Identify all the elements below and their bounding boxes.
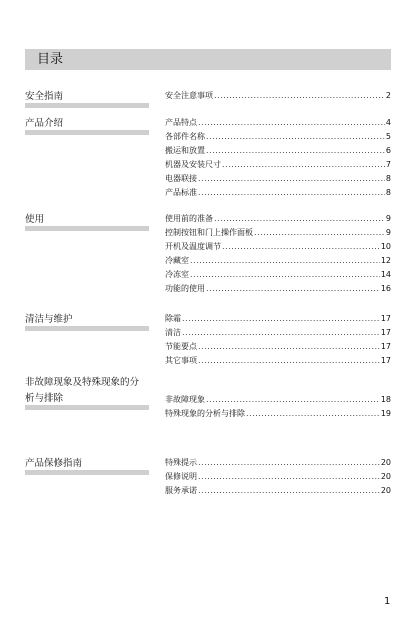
entry-list <box>165 393 391 421</box>
entry-title: 控制按钮和门上操作面板 <box>165 228 253 237</box>
entry-page: 8 <box>385 174 391 183</box>
entry-title: 产品特点 <box>165 118 197 127</box>
entry-page: 8 <box>385 188 391 197</box>
toc-entry[interactable] <box>165 268 391 282</box>
toc-entry[interactable] <box>165 407 391 421</box>
entry-list <box>165 456 391 498</box>
entry-page: 17 <box>380 342 391 351</box>
toc-entry[interactable] <box>165 172 391 186</box>
dot-leader <box>222 240 380 254</box>
entry-title: 节能要点 <box>165 342 197 351</box>
toc-entry[interactable] <box>165 326 391 340</box>
dot-leader <box>206 282 380 296</box>
entry-page: 4 <box>385 118 391 127</box>
entry-title: 产品标准 <box>165 188 197 197</box>
dot-leader <box>206 393 380 407</box>
toc-entry[interactable] <box>165 130 391 144</box>
toc-entry[interactable] <box>165 340 391 354</box>
entry-page: 20 <box>380 486 391 495</box>
toc-entry[interactable] <box>165 484 391 498</box>
entry-title: 保修说明 <box>165 472 197 481</box>
entry-title: 非故障现象 <box>165 395 205 404</box>
section-heading <box>25 375 149 410</box>
dot-leader <box>190 254 380 268</box>
toc-entry[interactable] <box>165 116 391 130</box>
entry-title: 搬运和放置 <box>165 146 205 155</box>
entry-page: 16 <box>380 284 391 293</box>
entry-page: 10 <box>380 242 391 251</box>
toc-entry[interactable] <box>165 354 391 368</box>
entry-page: 17 <box>380 356 391 365</box>
section-heading-line1: 非故障现象及特殊现象的分 <box>25 377 140 388</box>
dot-leader <box>182 326 380 340</box>
entry-page: 18 <box>380 395 391 404</box>
entry-page: 6 <box>385 146 391 155</box>
entry-title: 使用前的准备 <box>165 214 213 223</box>
entry-title: 机器及安装尺寸 <box>165 160 221 169</box>
entry-page: 12 <box>380 256 391 265</box>
entry-page: 2 <box>385 91 391 100</box>
entry-title: 电器联接 <box>165 174 197 183</box>
dot-leader <box>182 312 380 326</box>
toc-title-bar <box>25 49 391 70</box>
entry-page: 19 <box>380 409 391 418</box>
toc-entry[interactable] <box>165 186 391 200</box>
dot-leader <box>198 470 380 484</box>
dot-leader <box>246 407 380 421</box>
section-heading: 使用 <box>25 212 149 231</box>
entry-title: 服务承诺 <box>165 486 197 495</box>
toc-entry[interactable] <box>165 456 391 470</box>
toc-entry[interactable] <box>165 470 391 484</box>
section-heading-line2: 析与排除 <box>25 391 149 410</box>
entry-list <box>165 312 391 368</box>
section-heading: 产品保修指南 <box>25 456 149 475</box>
dot-leader <box>222 158 385 172</box>
dot-leader <box>214 89 385 103</box>
toc-entry[interactable] <box>165 312 391 326</box>
toc-entry[interactable] <box>165 282 391 296</box>
entry-title: 清洁 <box>165 328 181 337</box>
dot-leader <box>206 130 385 144</box>
toc-entry[interactable] <box>165 254 391 268</box>
toc-entry[interactable] <box>165 212 391 226</box>
entry-page: 17 <box>380 328 391 337</box>
entry-page: 20 <box>380 458 391 467</box>
dot-leader <box>198 116 385 130</box>
entry-title: 各部件名称 <box>165 132 205 141</box>
dot-leader <box>198 456 380 470</box>
entry-list <box>165 212 391 296</box>
entry-list <box>165 89 391 103</box>
section-heading: 安全指南 <box>25 89 149 108</box>
dot-leader <box>198 340 380 354</box>
entry-title: 开机及温度调节 <box>165 242 221 251</box>
dot-leader <box>214 212 385 226</box>
dot-leader <box>198 484 380 498</box>
toc-entry[interactable] <box>165 89 391 103</box>
entry-page: 20 <box>380 472 391 481</box>
toc-entry[interactable] <box>165 240 391 254</box>
dot-leader <box>206 144 385 158</box>
entry-page: 17 <box>380 314 391 323</box>
toc-entry[interactable] <box>165 144 391 158</box>
dot-leader <box>198 186 385 200</box>
entry-title: 特殊现象的分析与排除 <box>165 409 245 418</box>
entry-list <box>165 116 391 200</box>
entry-page: 5 <box>385 132 391 141</box>
entry-page: 9 <box>385 214 391 223</box>
entry-title: 安全注意事项 <box>165 91 213 100</box>
page-number: 1 <box>384 596 391 607</box>
entry-title: 冷冻室 <box>165 270 189 279</box>
entry-title: 其它事项 <box>165 356 197 365</box>
section-heading: 清洁与维护 <box>25 312 149 331</box>
entry-title: 除霜 <box>165 314 181 323</box>
dot-leader <box>254 226 385 240</box>
toc-entry[interactable] <box>165 226 391 240</box>
entry-page: 7 <box>385 160 391 169</box>
dot-leader <box>198 354 380 368</box>
page-title: 目录 <box>37 52 64 67</box>
dot-leader <box>190 268 380 282</box>
entry-page: 14 <box>380 270 391 279</box>
entry-title: 功能的使用 <box>165 284 205 293</box>
entry-title: 冷藏室 <box>165 256 189 265</box>
section-heading: 产品介绍 <box>25 116 149 135</box>
entry-page: 9 <box>385 228 391 237</box>
dot-leader <box>198 172 385 186</box>
toc-entry[interactable] <box>165 158 391 172</box>
toc-entry[interactable] <box>165 393 391 407</box>
entry-title: 特殊提示 <box>165 458 197 467</box>
